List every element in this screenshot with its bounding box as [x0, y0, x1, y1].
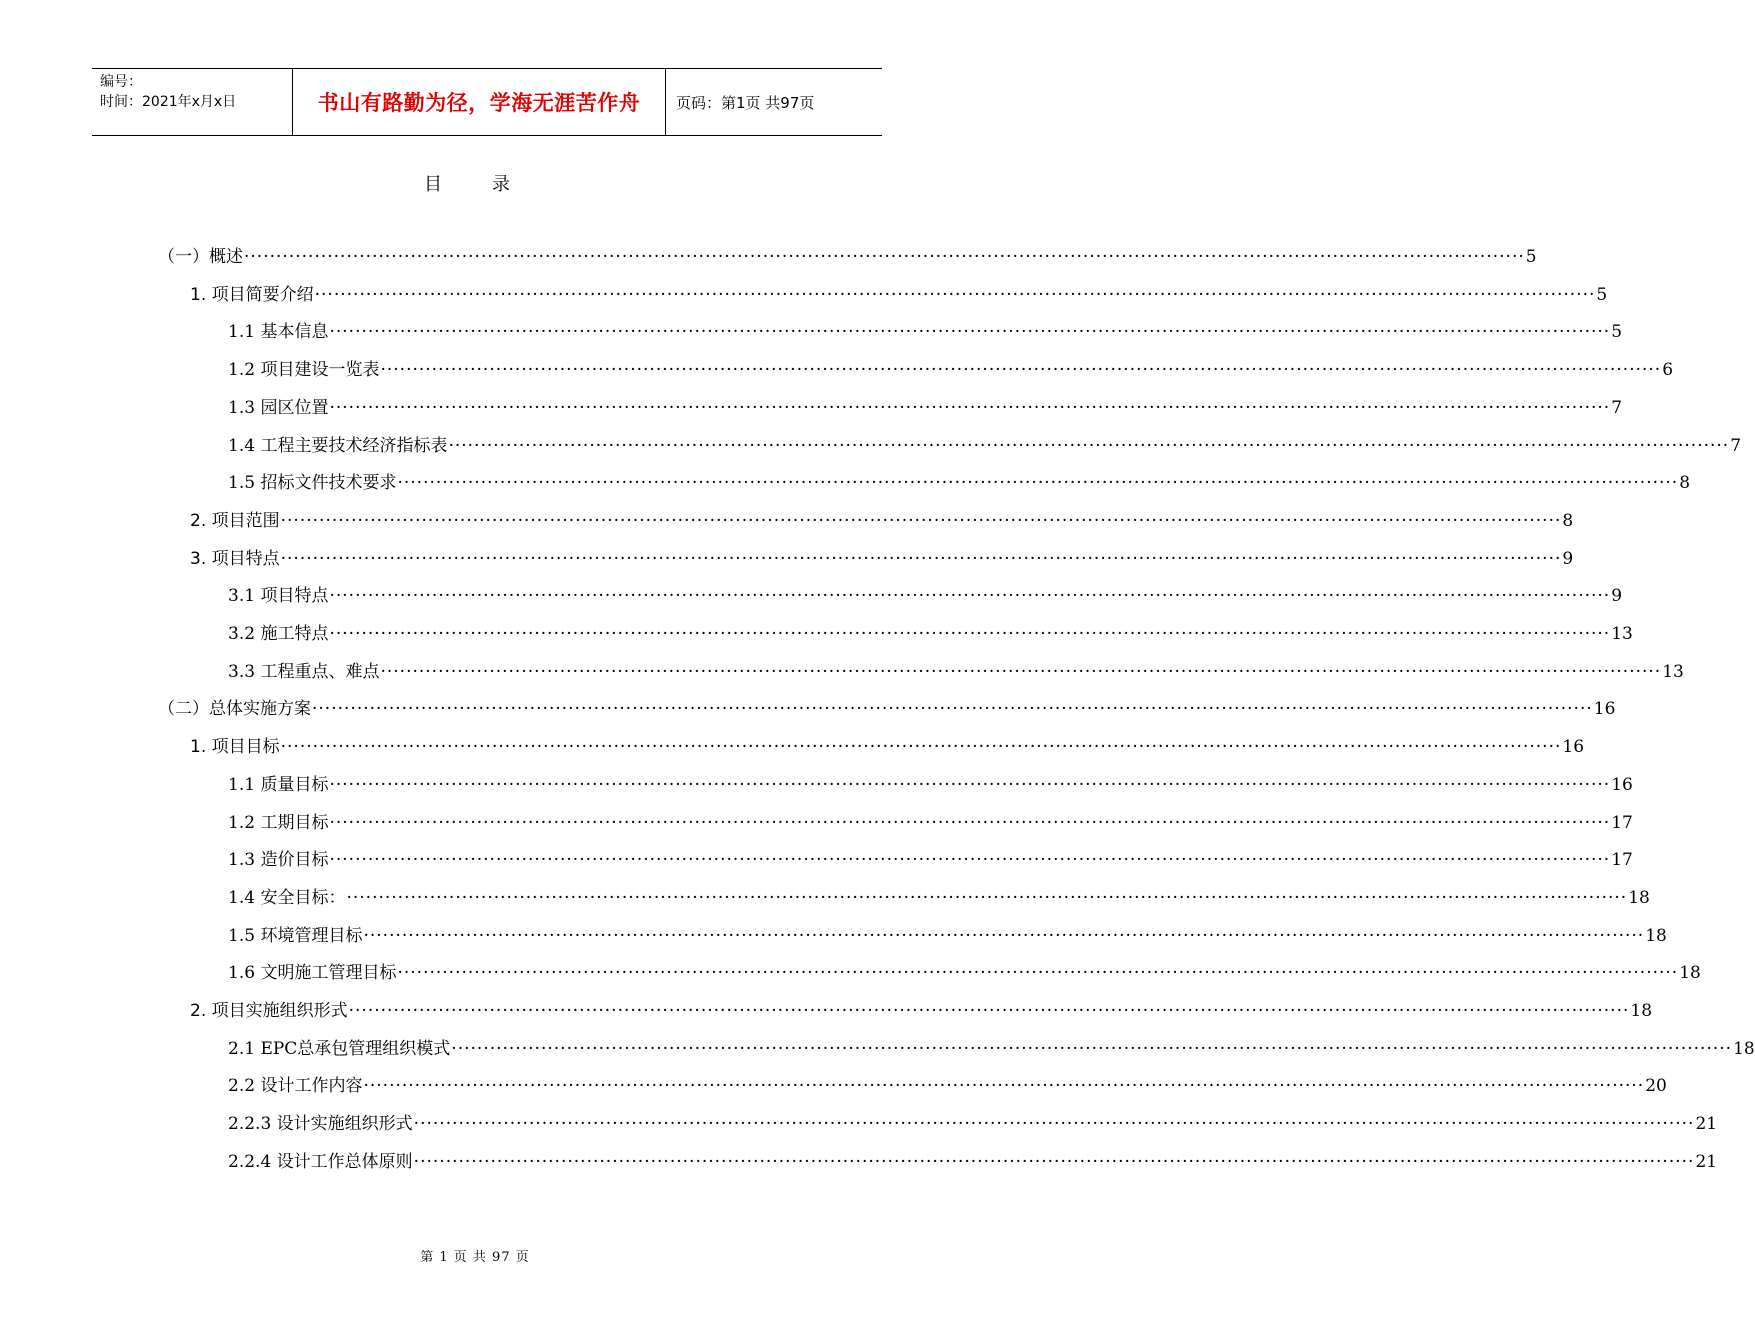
toc-entry[interactable]	[190, 506, 1574, 532]
toc-leader-dots: ········································································································································································································	[329, 586, 1611, 607]
toc-entry-label: 3. 项目特点	[190, 548, 280, 569]
toc-entry[interactable]	[228, 619, 1633, 645]
toc-entry-page: 16	[1611, 774, 1633, 795]
toc-entry-label: 1.4 工程主要技术经济指标表	[228, 435, 448, 456]
toc-leader-dots: ········································································································································································································	[312, 699, 1593, 720]
toc-entry[interactable]	[228, 1071, 1667, 1097]
toc-entry-page: 8	[1562, 510, 1574, 531]
toc-leader-dots: ········································································································································································································	[280, 510, 1562, 531]
toc-entry[interactable]	[190, 732, 1585, 758]
toc-entry-page: 6	[1662, 360, 1674, 381]
toc-entry-page: 16	[1593, 699, 1616, 720]
toc-entry-page: 17	[1611, 850, 1633, 871]
toc-entry[interactable]	[228, 393, 1623, 419]
toc-entry[interactable]	[228, 770, 1633, 796]
toc-entry-page: 13	[1662, 661, 1684, 682]
header-page-label: 页码：第1页 共97页	[676, 93, 815, 112]
toc-entry-page: 21	[1695, 1114, 1718, 1135]
toc-entry[interactable]	[228, 958, 1701, 984]
toc-entry[interactable]	[228, 317, 1623, 343]
toc-entry-label: 3.1 项目特点	[228, 586, 329, 607]
toc-entry[interactable]	[228, 845, 1633, 871]
toc-leader-dots: ········································································································································································································	[380, 661, 1662, 682]
toc-leader-dots: ········································································································································································································	[451, 1038, 1733, 1059]
toc-entry-page: 18	[1679, 963, 1701, 984]
toc-entry[interactable]	[228, 1147, 1718, 1173]
toc-leader-dots: ········································································································································································································	[329, 774, 1611, 795]
toc-entry-page: 5	[1611, 322, 1623, 343]
toc-entry[interactable]	[228, 921, 1667, 947]
toc-entry-page: 18	[1733, 1038, 1755, 1059]
toc-entry-label: 2. 项目范围	[190, 510, 280, 531]
toc-entry[interactable]	[228, 808, 1633, 834]
toc-entry[interactable]	[228, 431, 1742, 457]
toc-leader-dots: ········································································································································································································	[314, 284, 1596, 305]
toc-entry[interactable]	[190, 996, 1653, 1022]
toc-entry-label: 3.3 工程重点、难点	[228, 661, 380, 682]
toc-entry[interactable]	[158, 242, 1537, 268]
toc-entry-page: 7	[1611, 397, 1623, 418]
toc-leader-dots: ········································································································································································································	[280, 548, 1562, 569]
toc-entry-label: 2.2 设计工作内容	[228, 1076, 363, 1097]
toc-entry-page: 9	[1611, 586, 1623, 607]
toc-leader-dots: ········································································································································································································	[329, 850, 1611, 871]
toc-entry-label: 1.3 造价目标	[228, 850, 329, 871]
toc-entry-label: 1.5 招标文件技术要求	[228, 473, 397, 494]
toc-entry-label: 1.4 安全目标：	[228, 887, 346, 908]
toc-entry-page: 16	[1562, 737, 1585, 758]
toc-leader-dots: ········································································································································································································	[413, 1151, 1695, 1172]
toc-entry-page: 7	[1730, 435, 1742, 456]
toc-entry-page: 21	[1695, 1151, 1718, 1172]
toc-entry-label: （二）总体实施方案	[158, 699, 311, 720]
toc-leader-dots: ········································································································································································································	[244, 247, 1525, 267]
toc-leader-dots: ········································································································································································································	[448, 435, 1730, 456]
toc-entry-page: 18	[1628, 887, 1650, 908]
toc-entry-label: 2. 项目实施组织形式	[190, 1001, 348, 1021]
toc-entry[interactable]	[228, 468, 1691, 494]
toc-entry-page: 5	[1596, 284, 1608, 305]
toc-entry-label: 2.2.3 设计实施组织形式	[228, 1114, 413, 1135]
toc-entry-label: 1.2 工期目标	[228, 812, 329, 833]
page-footer: 第 1 页 共 97 页	[420, 1250, 530, 1265]
toc-leader-dots: ········································································································································································································	[363, 1076, 1645, 1097]
toc-leader-dots: ········································································································································································································	[363, 925, 1645, 946]
header-meta-cell	[92, 69, 293, 135]
toc-leader-dots: ········································································································································································································	[348, 1001, 1630, 1021]
toc-entry-label: （一）概述	[158, 247, 243, 267]
header-page-cell	[666, 69, 882, 135]
toc-entry[interactable]	[228, 355, 1674, 381]
toc-entry[interactable]	[228, 657, 1684, 683]
toc-entry-label: 1.1 基本信息	[228, 322, 329, 343]
toc-entry-label: 2.2.4 设计工作总体原则	[228, 1151, 413, 1172]
toc-title: 目 录	[424, 174, 526, 195]
doc-number-label: 编号：	[100, 74, 142, 90]
toc-entry-page: 17	[1611, 812, 1633, 833]
toc-leader-dots: ········································································································································································································	[329, 624, 1611, 644]
toc-leader-dots: ········································································································································································································	[346, 887, 1628, 908]
toc-entry[interactable]	[228, 581, 1623, 607]
toc-entry-label: 1.1 质量目标	[228, 774, 329, 795]
toc-entry-page: 9	[1562, 548, 1574, 569]
toc-entry[interactable]	[228, 1109, 1718, 1135]
doc-time-label: 时间：2021年x月x日	[100, 94, 237, 110]
page-header	[92, 68, 882, 136]
toc-entry-label: 1.3 园区位置	[228, 397, 329, 418]
toc-leader-dots: ········································································································································································································	[380, 360, 1662, 381]
toc-leader-dots: ········································································································································································································	[329, 322, 1611, 343]
toc-entry-page: 13	[1611, 624, 1633, 644]
toc-entry-label: 1.6 文明施工管理目标	[228, 963, 397, 984]
toc-entry[interactable]	[190, 280, 1608, 306]
toc-entry[interactable]	[158, 694, 1616, 720]
toc-leader-dots: ········································································································································································································	[329, 397, 1611, 418]
toc-entry[interactable]	[228, 1034, 1755, 1060]
toc-leader-dots: ········································································································································································································	[397, 963, 1679, 984]
header-motto-cell	[293, 69, 666, 135]
toc-entry-page: 20	[1645, 1076, 1667, 1097]
toc-entry-page: 18	[1645, 925, 1667, 946]
toc-leader-dots: ········································································································································································································	[329, 812, 1611, 833]
toc-leader-dots: ········································································································································································································	[413, 1114, 1695, 1135]
header-motto: 书山有路勤为径，学海无涯苦作舟	[317, 91, 641, 115]
toc-entry-page: 5	[1525, 247, 1537, 267]
toc-entry-label: 3.2 施工特点	[228, 624, 329, 644]
toc-leader-dots: ········································································································································································································	[397, 473, 1679, 494]
toc-entry[interactable]	[190, 544, 1574, 570]
toc-entry-page: 8	[1679, 473, 1691, 494]
toc-leader-dots: ········································································································································································································	[280, 737, 1562, 758]
toc-entry-label: 2.1 EPC总承包管理组织模式	[228, 1038, 451, 1059]
toc-entry-label: 1.2 项目建设一览表	[228, 360, 380, 381]
toc-entry-label: 1. 项目简要介绍	[190, 284, 314, 305]
toc-entry[interactable]	[228, 883, 1650, 909]
toc-entry-label: 1.5 环境管理目标	[228, 925, 363, 946]
toc-entry-page: 18	[1630, 1001, 1653, 1021]
toc-entry-label: 1. 项目目标	[190, 737, 280, 758]
